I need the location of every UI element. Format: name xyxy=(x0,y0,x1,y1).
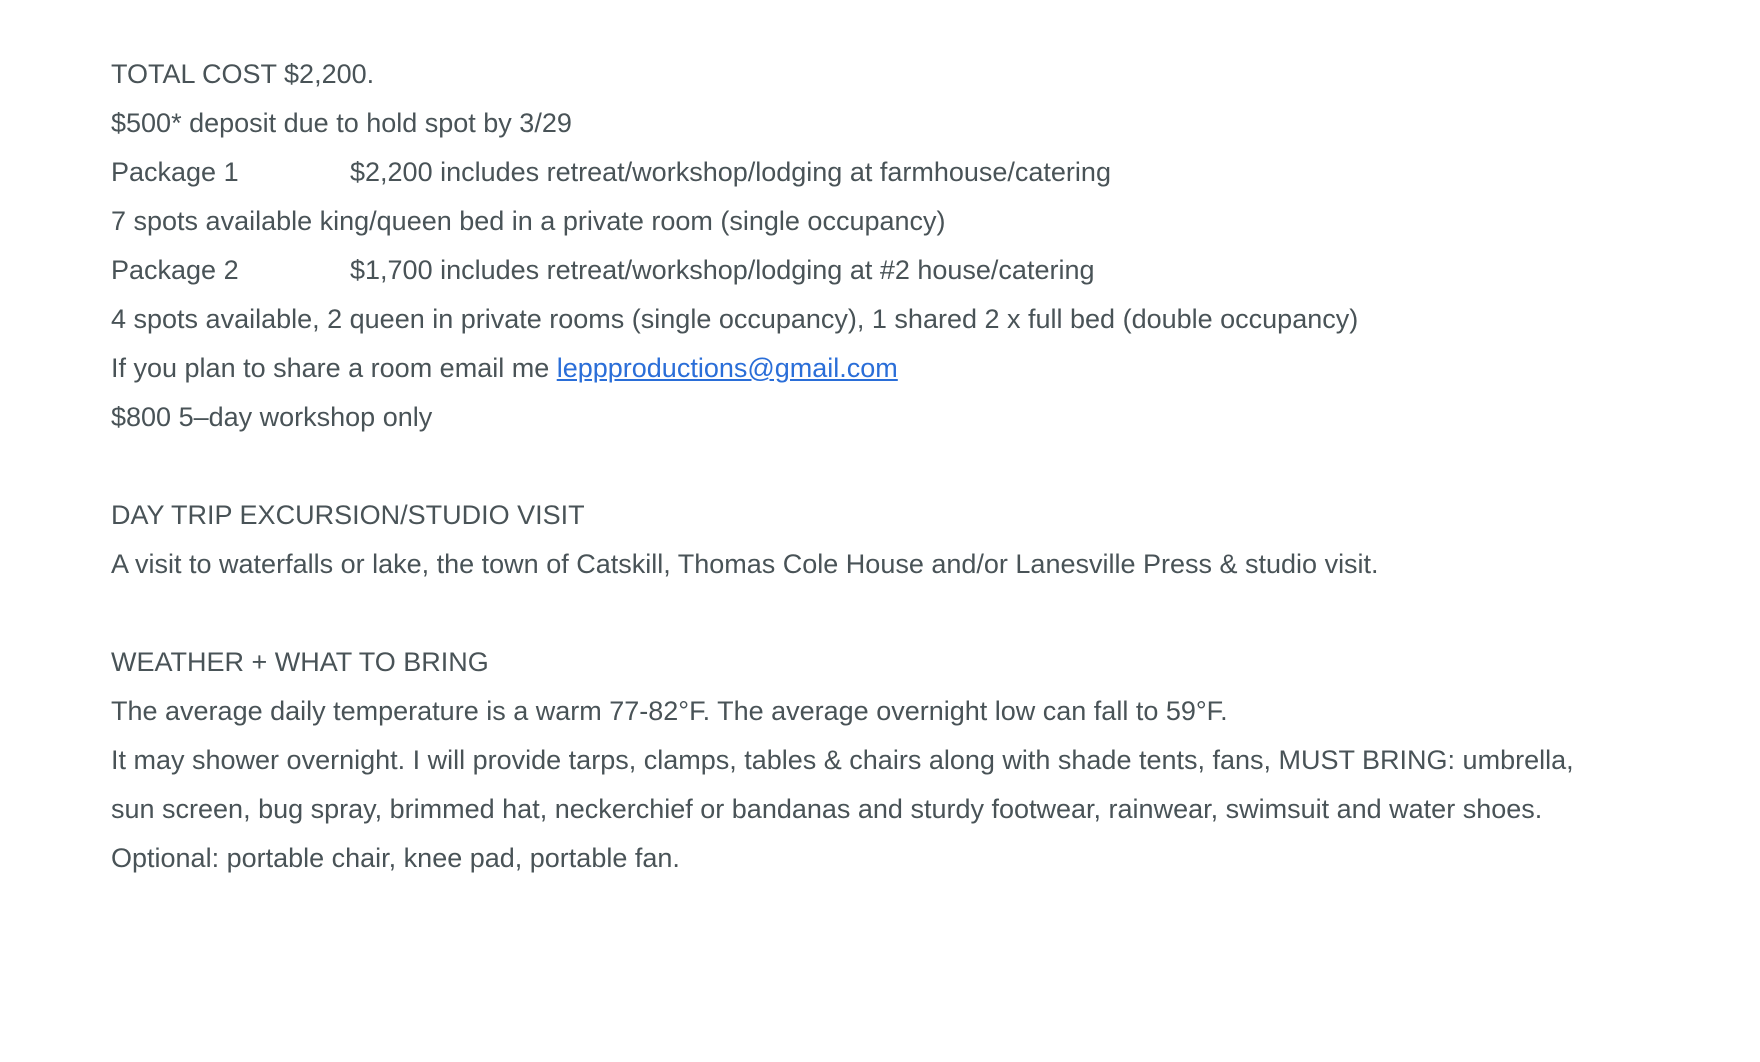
package1-line xyxy=(111,148,1760,197)
share-room-line xyxy=(111,344,1760,393)
package2-availability-line: 4 spots available, 2 queen in private rooms (single occupancy), 1 shared 2 x full bed (double occupancy) xyxy=(111,304,1359,334)
package1-availability-line: 7 spots available king/queen bed in a private room (single occupancy) xyxy=(111,206,946,236)
weather-bring-line-2: sun screen, bug spray, brimmed hat, neckerchief or bandanas and sturdy footwear, rainwear, swimsuit and water shoes. xyxy=(111,794,1543,824)
email-link[interactable]: leppproductions@gmail.com xyxy=(556,353,898,383)
workshop-only-line: $800 5–day workshop only xyxy=(111,402,433,432)
weather-bring-line-1: It may shower overnight. I will provide tarps, clamps, tables & chairs along with shade tents, fans, MUST BRING: umbrella, xyxy=(111,745,1574,775)
day-trip-description: A visit to waterfalls or lake, the town of Catskill, Thomas Cole House and/or Lanesville Press & studio visit. xyxy=(111,549,1379,579)
weather-bring-line-3: Optional: portable chair, knee pad, portable fan. xyxy=(111,843,680,873)
total-cost-line: TOTAL COST $2,200. xyxy=(111,59,375,89)
share-room-text: If you plan to share a room email me xyxy=(111,353,557,383)
weather-temperature-line: The average daily temperature is a warm 77-82°F. The average overnight low can fall to 59°F. xyxy=(111,696,1228,726)
package2-name: Package 2 xyxy=(111,255,239,285)
weather-heading: WEATHER + WHAT TO BRING xyxy=(111,647,489,677)
day-trip-heading: DAY TRIP EXCURSION/STUDIO VISIT xyxy=(111,500,585,530)
blank-line xyxy=(111,442,1760,491)
package2-description: $1,700 includes retreat/workshop/lodging at #2 house/catering xyxy=(350,255,1095,285)
deposit-line: $500* deposit due to hold spot by 3/29 xyxy=(111,108,572,138)
package2-line xyxy=(111,246,1760,295)
blank-line xyxy=(111,589,1760,638)
package1-description: $2,200 includes retreat/workshop/lodging at farmhouse/catering xyxy=(350,157,1111,187)
package1-name: Package 1 xyxy=(111,157,239,187)
